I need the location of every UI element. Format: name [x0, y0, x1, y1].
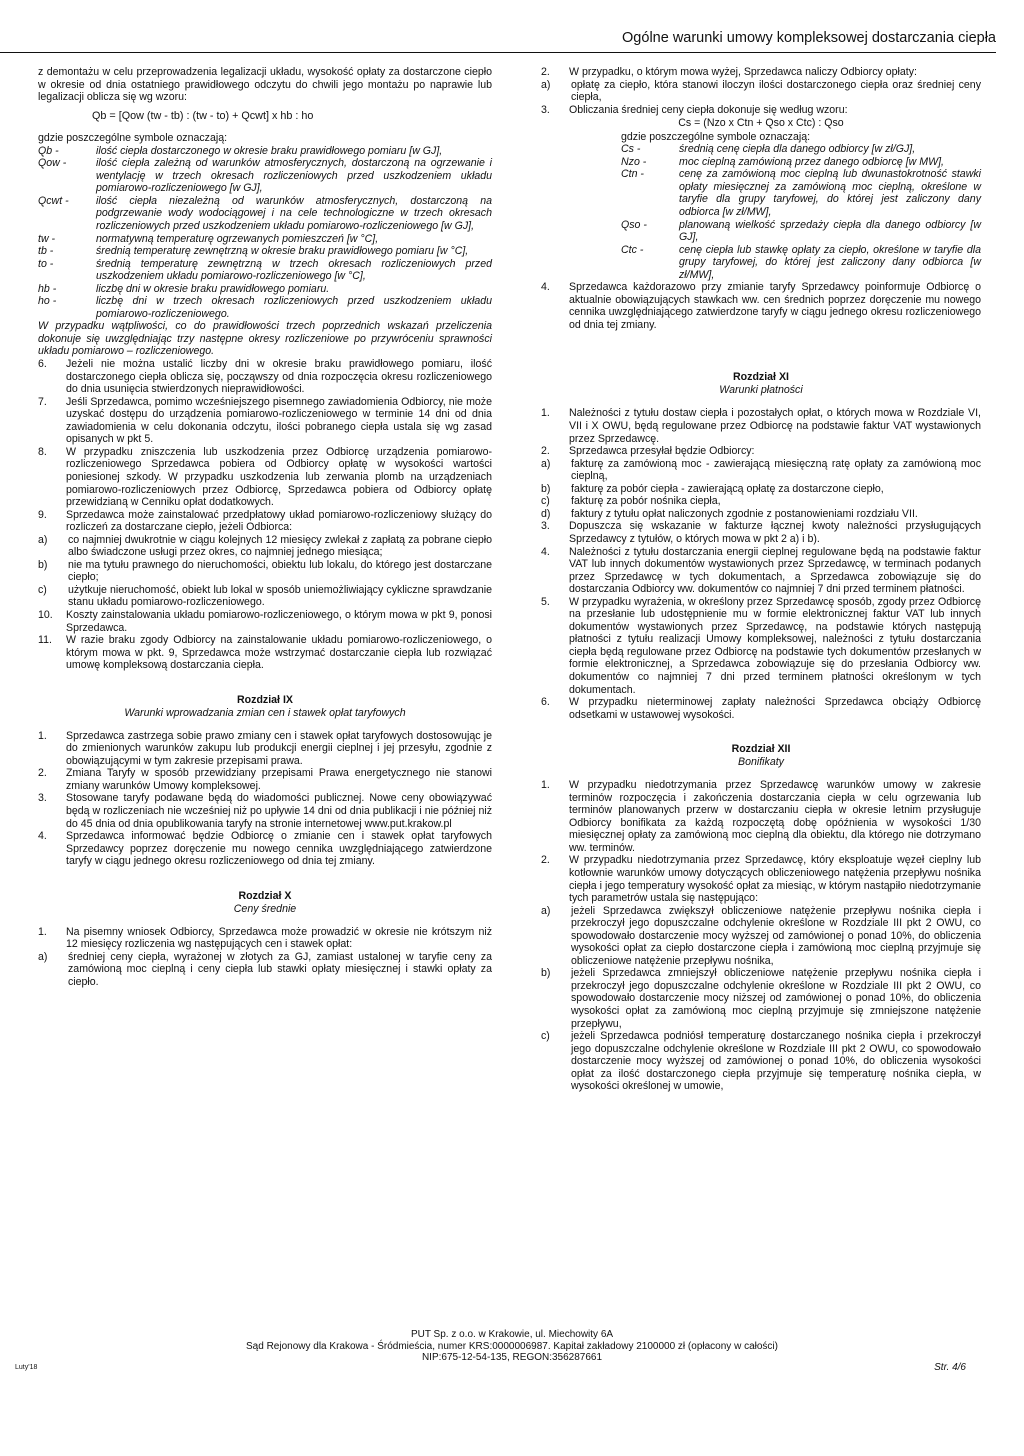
section-title: Rozdział IX	[237, 693, 293, 706]
list-item: 5. W przypadku wyrażenia, w określony przez Sprzedawcę sposób, zgody przez Odbiorcę na przesłanie lub udostępnienie mu w formie elektronicznej faktur VAT lub innych dokumentów wystawionych przez Sprzedawcę, na podstawie których następują płatności z tytułu realizacji Umowy kompleksowej, należności z tytułu dostarczania ciepła będą regulowane przez Odbiorcę na podstawie tych dokumentów przesłanych w formie elektronicznej, a Sprzedawca zobowiązuje się do przesłania Odbiorcy ww. dokumentów co najmniej 7 dni przed terminem płatności określonym w tych dokumentach.	[541, 595, 981, 696]
list-item: 8. W przypadku zniszczenia lub uszkodzenia przez Odbiorcę urządzenia pomiarowo-rozliczeniowego Sprzedawca pobiera od Odbiorcy opłatę w wysokości wartości poniesionej szkody. W przypadku uszkodzenia lub zerwania plomb na urządzeniach pomiarowo-rozliczeniowych przez Odbiorcę, Sprzedawca pobiera od Odbiorcy opłatę przewidzianą w Cenniku opłat dodatkowych.	[38, 445, 492, 509]
list-item: 1. W przypadku niedotrzymania przez Sprzedawcę warunków umowy w zakresie terminów rozpoczęcia i zakończenia dostarczania ciepła w celu ogrzewania lub terminów planowanych przerw w dostarczaniu ciepła w okresie letnim przysługuje Odbiorcy bonifikata za każdą rozpoczętą dobę opóźnienia w wysokości 1/30 miesięcznej opłaty za zamówioną moc cieplną dla obiektu, dla którego nie dotrzymano ww. terminów.	[541, 779, 981, 854]
footer-court: Sąd Rejonowy dla Krakowa - Śródmieścia, numer KRS:0000006987. Kapitał zakładowy 2100000 zł (opłacony w całości)	[246, 1340, 778, 1352]
list-item: 1. Sprzedawca zastrzega sobie prawo zmiany cen i stawek opłat taryfowych dostosowując je do zmienionych warunków zakupu lub produkcji energii cieplnej i jej przesyłu, zgodnie z obowiązującymi w tym zakresie przepisami prawa.	[38, 729, 492, 767]
page-footer	[0, 1329, 1024, 1364]
list-item: 3. Stosowane taryfy podawane będą do wiadomości publicznej. Nowe ceny obowiązywać będą w rozliczeniach nie wcześniej niż po upływie 14 dni od dnia publikacji i nie później niż do 45 dnia od dnia opublikowania taryfy na stronie internetowej www.put.krakow.pl	[38, 792, 492, 830]
footer-company: PUT Sp. z o.o. w Krakowie, ul. Miechowity 6A	[410, 1329, 614, 1340]
list-item: 7. Jeśli Sprzedawca, pomimo wcześniejszego pisemnego zawiadomienia Odbiorcy, nie może uzyskać dostępu do urządzenia pomiarowo-rozliczeniowego w terminie 14 dni od dnia zawiadomienia w celu dokonania odczytu, ilości pobranego ciepła ustala się wg zasad opisanych w pkt 5.	[38, 395, 492, 446]
symbol-row: tb - średnią temperaturę zewnętrzną w okresie braku prawidłowego pomiaru [w °C],	[38, 245, 469, 258]
section-heading-x	[38, 890, 492, 916]
section-title: Rozdział XI	[733, 371, 789, 384]
sub-item: a) jeżeli Sprzedawca zwiększył obliczeniowe natężenie przepływu nośnika ciepła i przekroczył jego dopuszczalne odchylenie określone w Rozdziale III pkt 2 OWU, co spowodowało dostarczenie mocy wyższej od zamówionej o ponad 10%, do obliczenia wysokości opłat za ciepło dostarczone ciepła i zamówioną moc cieplną przyjmuje się obliczeniowe natężenie przepływu nośnika,	[541, 904, 981, 967]
symbol-row: Cs - średnią cenę ciepła dla danego odbiorcy [w zł/GJ],	[621, 143, 916, 156]
list-item: 9. Sprzedawca może zainstalować przedpłatowy układ pomiarowo-rozliczeniowy służący do rozliczeń za dostarczane ciepło, jeżeli Odbiorca:	[38, 508, 492, 534]
symbol-row: Qcwt - ilość ciepła niezależną od warunków atmosferycznych, dostarczoną na podgrzewanie wody wodociągowej i na cele technologiczne w trzech okresach rozliczeniowych przed uszkodzeniem układu pomiarowo-rozliczeniowego [w GJ],	[38, 194, 492, 233]
page-header	[0, 30, 996, 53]
footer-date: Luty'18	[15, 1364, 38, 1371]
section-subtitle: Ceny średnie	[233, 902, 297, 915]
symbol-row: Qow - ilość ciepła zależną od warunków atmosferycznych, dostarczoną na ogrzewanie i wentylację w trzech okresach rozliczeniowych przed uszkodzeniem układu pomiarowo-rozliczeniowego [w GJ],	[38, 157, 492, 195]
doubt-paragraph: W przypadku wątpliwości, co do prawidłowości trzech poprzednich wskazań przeliczenia dokonuje się uwzględniając trzy następne okresy rozliczeniowe po przywróceniu sprawności układu pomiarowo – rozliczeniowego.	[38, 320, 492, 358]
sub-item: a) opłatę za ciepło, która stanowi iloczyn ilości dostarczonego ciepła oraz średniej ceny ciepła,	[541, 78, 981, 104]
symbol-row: ho - liczbę dni w trzech okresach rozliczeniowych przed uszkodzeniem układu pomiarowo-rozliczeniowego.	[38, 295, 492, 320]
list-item: 4. Sprzedawca każdorazowo przy zmianie taryfy Sprzedawcy poinformuje Odbiorcę o aktualnie obowiązujących stawkach ww. cen średnich poprzez doręczenie mu nowego cennika uwzględniającego zatwierdzone taryfy w ciągu jednego okresu rozliczeniowego od dnia tej zmiany.	[541, 281, 981, 331]
sub-item: b) nie ma tytułu prawnego do nieruchomości, obiektu lub lokalu, do którego jest dostarczane ciepło;	[38, 558, 492, 584]
right-column	[541, 66, 981, 1093]
sub-item: a) średniej ceny ciepła, wyrażonej w złotych za GJ, zamiast ustalonej w taryfie ceny za zamówioną moc cieplną i ceny ciepła lub stawki opłaty miesięcznej i stawki opłaty za ciepło.	[38, 950, 492, 988]
sub-item: b) fakturę za pobór ciepła - zawierającą opłatę za dostarczone ciepło,	[541, 482, 884, 495]
section-heading-ix	[38, 694, 492, 720]
list-item: 10. Koszty zainstalowania układu pomiarowo-rozliczeniowego, o którym mowa w pkt 9, ponosi Sprzedawca.	[38, 608, 492, 634]
symbols-intro: gdzie poszczególne symbole oznaczają:	[38, 132, 228, 145]
symbol-row: Qb - ilość ciepła dostarczonego w okresie braku prawidłowego pomiaru [w GJ],	[38, 144, 443, 157]
list-item: 6. W przypadku nieterminowej zapłaty należności Sprzedawca obciąży Odbiorcę odsetkami w ustawowej wysokości.	[541, 696, 981, 721]
formula-qb: Qb = [Qow (tw - tb) : (tw - to) + Qcwt] x hb : ho	[92, 109, 314, 122]
footer-ids: NIP:675-12-54-135, REGON:356287661	[421, 1352, 603, 1363]
sub-item: c) jeżeli Sprzedawca podniósł temperaturę dostarczanego nośnika ciepła i przekroczył jego dopuszczalne odchylenie określone w Rozdziale III pkt 2 OWU, co spowodowało dostarczenie mocy wyższej od zamówionej o ponad 10%, do obliczenia wysokości opłat za ilość dostarczonego ciepła przyjmuje się temperaturę nośnika ciepła, w wysokości określonej w umowie,	[541, 1030, 981, 1093]
list-item: 4. Sprzedawca informować będzie Odbiorcę o zmianie cen i stawek opłat taryfowych Sprzedawcy poprzez doręczenie mu nowego cennika uwzględniającego zatwierdzone taryfy w ciągu jednego okresu rozliczeniowego od dnia tej zmiany.	[38, 830, 492, 868]
left-column	[38, 66, 492, 988]
symbol-row: Ctn - cenę za zamówioną moc cieplną lub dwunastokrotność stawki opłaty miesięcznej za zamówioną moc cieplną, określone w taryfie dla grupy taryfowej, do której jest zaliczony dany odbiorca [w zł/MW],	[621, 168, 981, 219]
sub-item: c) fakturę za pobór nośnika ciepła,	[541, 495, 721, 508]
section-subtitle: Bonifikaty	[738, 756, 784, 769]
sub-item: c) użytkuje nieruchomość, obiekt lub lokal w sposób uniemożliwiający cykliczne sprawdzanie stanu układu pomiarowo-rozliczeniowego.	[38, 583, 492, 609]
symbols-list	[38, 145, 492, 321]
list-item: 11. W razie braku zgody Odbiorcy na zainstalowanie układu pomiarowo-rozliczeniowego, o którym mowa w pkt. 9, Sprzedawca może wstrzymać dostarczanie ciepła lub rozwiązać umowę kompleksową dostarczania ciepła.	[38, 634, 492, 672]
list-item: 2. Zmiana Taryfy w sposób przewidziany przepisami Prawa energetycznego nie stanowi zmiany warunków Umowy kompleksowej.	[38, 767, 492, 792]
symbols-list	[541, 143, 981, 281]
symbol-row: Qso - planowaną wielkość sprzedaży ciepła dla danego odbiorcy [w GJ],	[621, 218, 981, 244]
symbol-row: Ctc - cenę ciepła lub stawkę opłaty za ciepło, określone w taryfie dla grupy taryfowej, do której jest zaliczony dany odbiorca [w zł/MW],	[621, 243, 981, 281]
list-item: 4. Należności z tytułu dostarczania energii cieplnej regulowane będą na podstawie faktur VAT lub innych dokumentów wystawionych przez Sprzedawcę, w terminach podanych przez Sprzedawcę w tych dokumentach, a Sprzedawca zobowiązuje się do dostarczania Odbiorcy ww. dokumentów co najmniej 7 dni przed terminem płatności.	[541, 545, 981, 596]
list-item: 1. Na pisemny wniosek Odbiorcy, Sprzedawca może prowadzić w okresie nie krótszym niż 12 miesięcy rozliczenia wg następujących cen i stawek opłat:	[38, 925, 492, 951]
list-item: 6. Jeżeli nie można ustalić liczby dni w okresie braku prawidłowego pomiaru, ilość dostarczonego ciepła oblicza się, począwszy od dnia rozpoczęcia okresu rozliczeniowego do dnia usunięcia stwierdzonych nieprawidłowości.	[38, 358, 492, 396]
list-item: 2. Sprzedawca przesyłał będzie Odbiorcy:	[541, 445, 755, 458]
symbols-intro: gdzie poszczególne symbole oznaczają:	[621, 130, 811, 143]
page-number: Str. 4/6	[934, 1362, 966, 1373]
symbol-row: to - średnią temperaturę zewnętrzną w trzech okresach rozliczeniowych przed uszkodzeniem układu pomiarowo-rozliczeniowego [w °C],	[38, 257, 492, 283]
section-heading-xi	[541, 371, 981, 397]
sub-item: b) jeżeli Sprzedawca zmniejszył obliczeniowe natężenie przepływu nośnika ciepła i przekroczył jego dopuszczalne odchylenie określone w Rozdziale III pkt 2 OWU, co spowodowało dostarczenie mocy niższej od zamówionej o ponad 10%, do obliczenia wysokości opłat za zamówioną moc cieplną przyjmuje się zmniejszone natężenie przepływu,	[541, 967, 981, 1030]
section-title: Rozdział XII	[731, 743, 791, 756]
list-item: 2. W przypadku niedotrzymania przez Sprzedawcę, który eksploatuje węzeł cieplny lub kotłownie warunków umowy dotyczących obliczeniowego natężenia przepływu nośnika ciepła i jego temperatury wysokość opłat za miesiąc, w którym nastąpiło niedotrzymanie tych parametrów ustala się następująco:	[541, 854, 981, 905]
sub-item: d) faktury z tytułu opłat naliczonych zgodnie z postanowieniami rozdziału VII.	[541, 507, 918, 520]
header-title: Ogólne warunki umowy kompleksowej dostarczania ciepła	[622, 30, 996, 46]
sub-item: a) fakturę za zamówioną moc - zawierającą miesięczną ratę opłaty za zamówioną moc cieplną,	[541, 457, 981, 483]
section-subtitle: Warunki płatności	[719, 384, 803, 397]
symbol-row: tw - normatywną temperaturę ogrzewanych pomieszczeń [w °C],	[38, 232, 379, 245]
symbol-row: Nzo - moc cieplną zamówioną przez danego odbiorcę [w MW],	[621, 155, 944, 168]
list-item: 2. W przypadku, o którym mowa wyżej, Sprzedawca naliczy Odbiorcy opłaty:	[541, 66, 917, 78]
sub-item: a) co najmniej dwukrotnie w ciągu kolejnych 12 miesięcy zwlekał z zapłatą za pobrane ciepło albo świadczone usługi przez okres, co najmniej jednego miesiąca;	[38, 533, 492, 559]
formula-cs: Cs = (Nzo x Ctn + Qso x Ctc) : Qso	[678, 117, 844, 130]
list-item: 3. Obliczania średniej ceny ciepła dokonuje się według wzoru:	[541, 103, 848, 116]
list-item: 1. Należności z tytułu dostaw ciepła i pozostałych opłat, o których mowa w Rozdziale VI, VII i X OWU, będą regulowane przez Odbiorcę na podstawie faktur VAT wystawionych przez Sprzedawcę.	[541, 407, 981, 445]
intro-paragraph: z demontażu w celu przeprowadzenia legalizacji układu, wysokość opłaty za dostarczone ciepło w okresie od dnia ostatniego prawidłowego odczytu do chwili jego montażu po naprawie lub legalizacji oblicza się wg wzoru:	[38, 66, 492, 104]
section-heading-xii	[541, 743, 981, 769]
section-title: Rozdział X	[238, 889, 292, 902]
section-subtitle: Warunki wprowadzania zmian cen i stawek opłat taryfowych	[124, 706, 406, 719]
symbol-row: hb - liczbę dni w okresie braku prawidłowego pomiaru.	[38, 282, 330, 295]
list-item: 3. Dopuszcza się wskazanie w fakturze łącznej kwoty należności przysługujących Sprzedawcy z tytułów, o których mowa w pkt 2 a) i b).	[541, 520, 981, 545]
